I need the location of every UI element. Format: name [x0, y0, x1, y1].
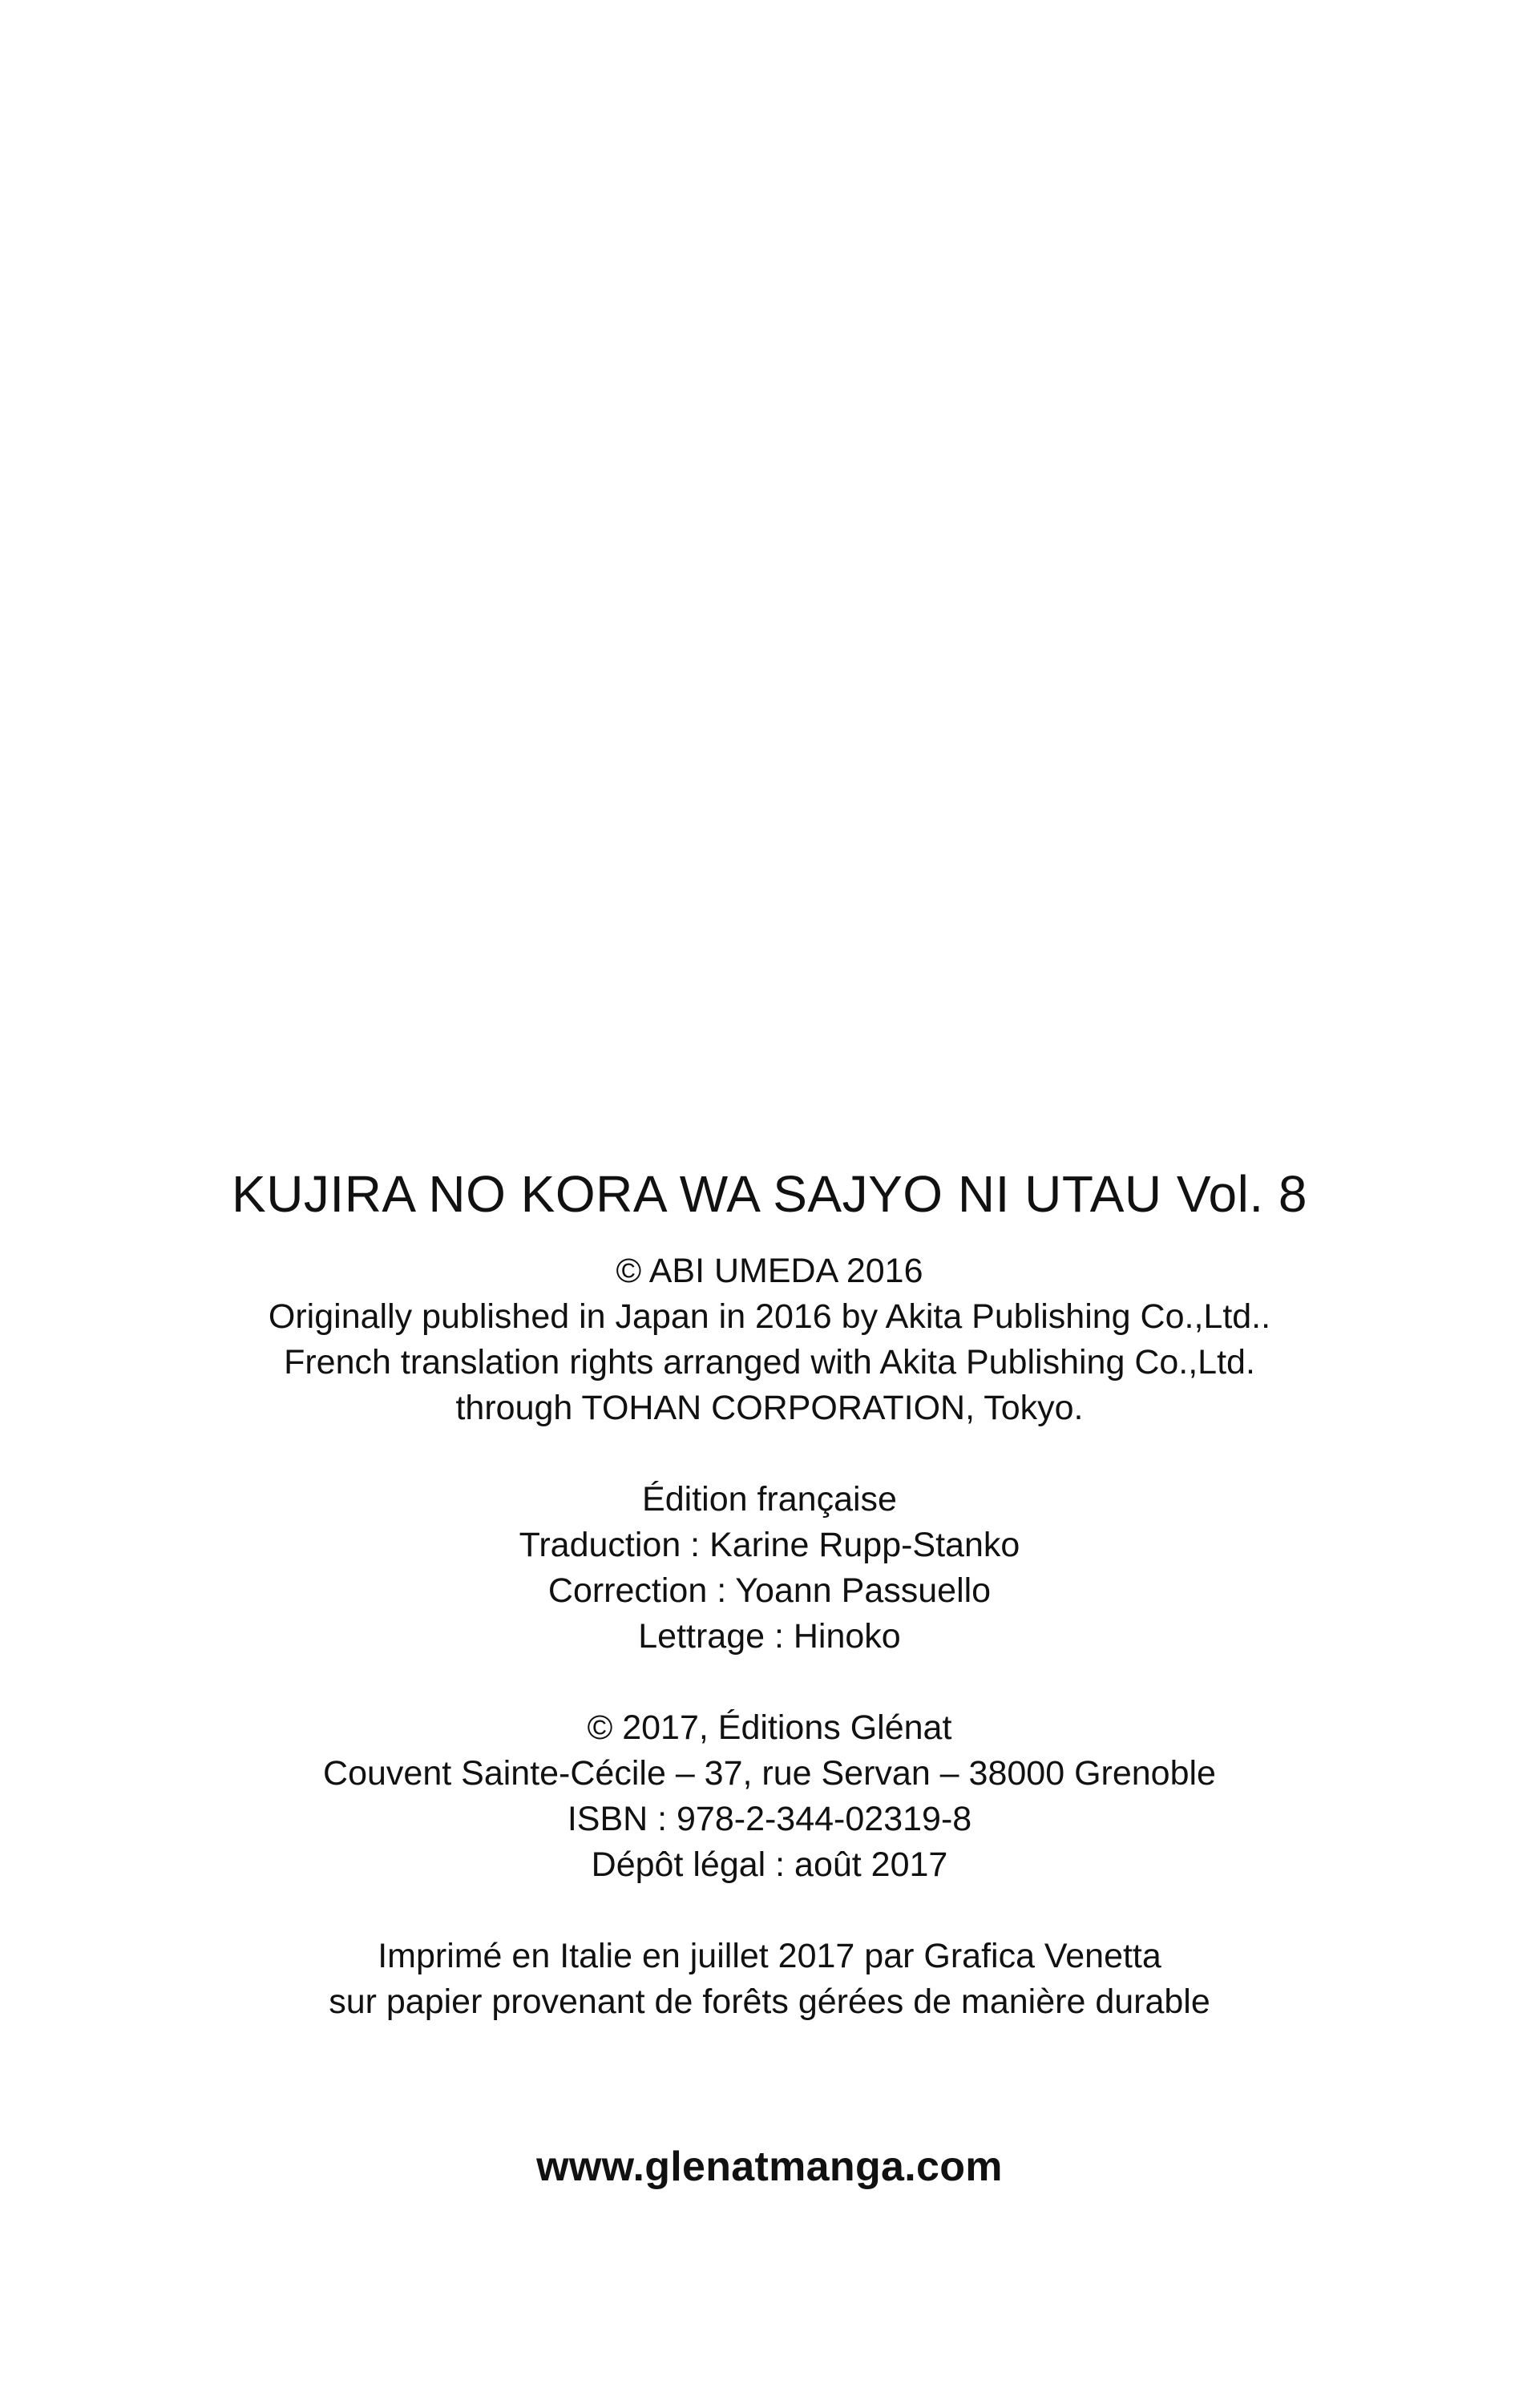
publisher-block [0, 1705, 1539, 1888]
paper-line: sur papier provenant de forêts gérées de manière durable [329, 1982, 1210, 2021]
printing-block [0, 1934, 1539, 2025]
proofreader-line: Correction : Yoann Passuello [547, 1571, 992, 1610]
isbn-line: ISBN : 978-2-344-02319-8 [567, 1800, 972, 1838]
translator-line: Traduction : Karine Rupp-Stanko [519, 1526, 1020, 1564]
book-title: KUJIRA NO KORA WA SAJYO NI UTAU Vol. 8 [232, 1165, 1307, 1223]
copyright-line: © ABI UMEDA 2016 [616, 1252, 923, 1290]
edition-heading: Édition française [642, 1480, 897, 1519]
legal-deposit-line: Dépôt légal : août 2017 [591, 1845, 948, 1884]
french-edition-block [0, 1477, 1539, 1660]
printing-line: Imprimé en Italie en juillet 2017 par Grafica Venetta [378, 1937, 1161, 1975]
publisher-copyright-line: © 2017, Éditions Glénat [587, 1708, 952, 1747]
original-publication-line: Originally published in Japan in 2016 by Akita Publishing Co.,Ltd.. [268, 1297, 1271, 1336]
spacer [0, 1888, 1539, 1934]
publisher-address-line: Couvent Sainte-Cécile – 37, rue Servan – 38000 Grenoble [323, 1754, 1216, 1793]
spacer [0, 1660, 1539, 1705]
website-url: www.glenatmanga.com [536, 2144, 1003, 2190]
translation-rights-line: French translation rights arranged with Akita Publishing Co.,Ltd. [284, 1343, 1255, 1381]
colophon [0, 1160, 1539, 2025]
agency-line: through TOHAN CORPORATION, Tokyo. [455, 1389, 1084, 1427]
original-copyright-block [0, 1248, 1539, 1431]
spacer [0, 1431, 1539, 1477]
lettering-line: Lettrage : Hinoko [638, 1617, 901, 1656]
